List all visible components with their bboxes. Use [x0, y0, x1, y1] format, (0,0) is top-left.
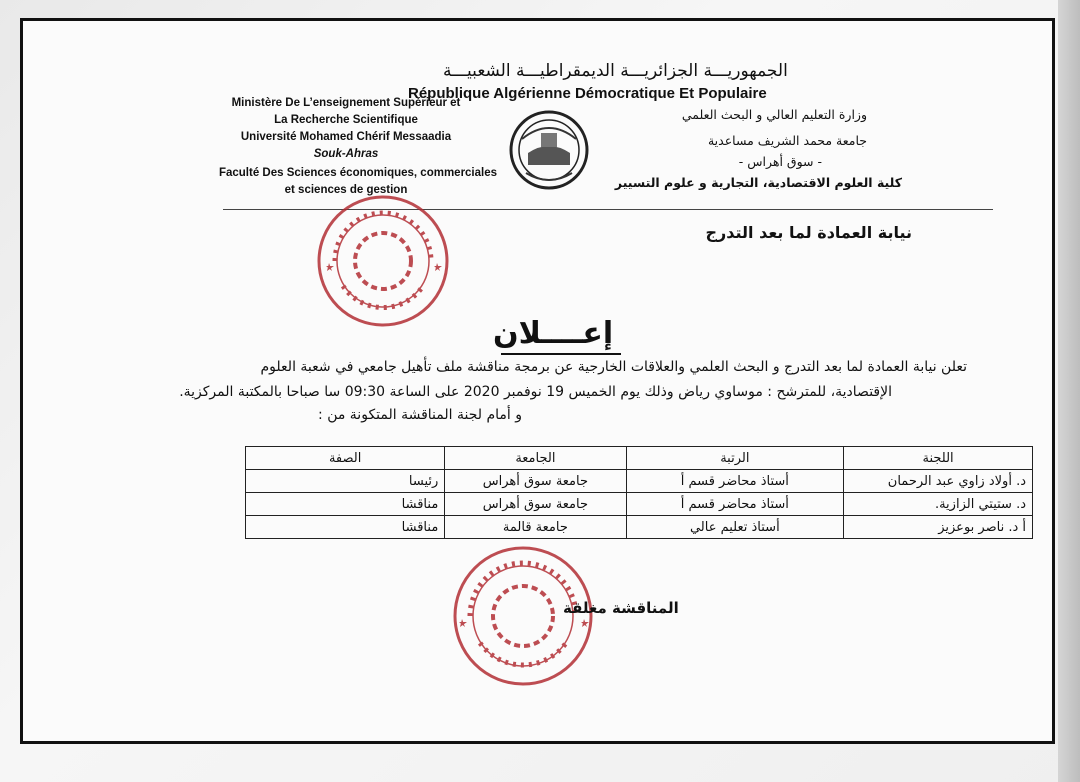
announcement-document [20, 18, 1055, 744]
member-university: جامعة قالمة [445, 516, 626, 539]
republic-name-arabic: الجمهوريـــة الجزائريـــة الديمقراطيـــة الشعبيـــة [443, 61, 788, 81]
city-fr: Souk-Ahras [313, 148, 379, 160]
faculty-arabic: كلية العلوم الاقتصادية، التجارية و علوم التسيير [614, 175, 902, 190]
university-name-arabic: جامعة محمد الشريف مساعدية [707, 133, 867, 148]
member-role: رئيسا [246, 470, 445, 493]
member-rank: أستاذ محاضر قسم أ [626, 493, 844, 516]
title-underline [501, 353, 621, 355]
member-name: أ د. ناصر بوعزيز [844, 516, 1033, 539]
faculty-fr-line-2: et sciences de gestion [284, 184, 408, 196]
university-logo [508, 109, 590, 191]
committee-table [245, 446, 1033, 539]
ministry-line-2: La Recherche Scientifique [274, 114, 418, 126]
republic-name-french: République Algérienne Démocratique Et Populaire [408, 85, 767, 102]
member-university: جامعة سوق أهراس [445, 493, 626, 516]
page-edge-shadow [1058, 0, 1080, 782]
member-role: مناقشا [246, 493, 445, 516]
faculty-fr-line-1: Faculté Des Sciences économiques, commerciales [218, 167, 498, 179]
header-committee: اللجنة [844, 447, 1033, 470]
ministry-line-1: Ministère De L’enseignement Supérieur et [231, 97, 461, 109]
member-name: د. أولاد زاوي عبد الرحمان [844, 470, 1033, 493]
university-name-fr: Université Mohamed Chérif Messaadia [240, 131, 452, 143]
member-university: جامعة سوق أهراس [445, 470, 626, 493]
office-title: نيابة العمادة لما بعد التدرج [705, 223, 912, 242]
table-row [246, 493, 1033, 516]
member-rank: أستاذ محاضر قسم أ [626, 470, 844, 493]
city-arabic: - سوق أهراس - [738, 154, 822, 169]
table-row [246, 470, 1033, 493]
member-name: د. ستيتي الزازية. [844, 493, 1033, 516]
table-row [246, 516, 1033, 539]
member-role: مناقشا [246, 516, 445, 539]
announcement-title: إعــــلان [493, 316, 614, 351]
closed-session-note: المناقشة مغلقة [563, 599, 679, 617]
header-role: الصفة [246, 447, 445, 470]
announcement-line-1: تعلن نيابة العمادة لما بعد التدرج و البحث العلمي والعلاقات الخارجية عن برمجة مناقشة ملف تأهيل جامعي في شعبة العلوم [260, 359, 967, 375]
header-university: الجامعة [445, 447, 626, 470]
official-stamp-top [313, 191, 453, 331]
member-rank: أستاذ تعليم عالي [626, 516, 844, 539]
header-rank: الرتبة [626, 447, 844, 470]
table-header-row [246, 447, 1033, 470]
ministry-arabic: وزارة التعليم العالي و البحث العلمي [681, 107, 867, 122]
announcement-line-2: الإقتصادية، للمترشح : موساوي رياض وذلك يوم الخميس 19 نوفمبر 2020 على الساعة 09:30 سا صباحا بالمكتبة المركزية. [179, 384, 892, 400]
announcement-line-3: و أمام لجنة المناقشة المتكونة من : [318, 407, 522, 423]
